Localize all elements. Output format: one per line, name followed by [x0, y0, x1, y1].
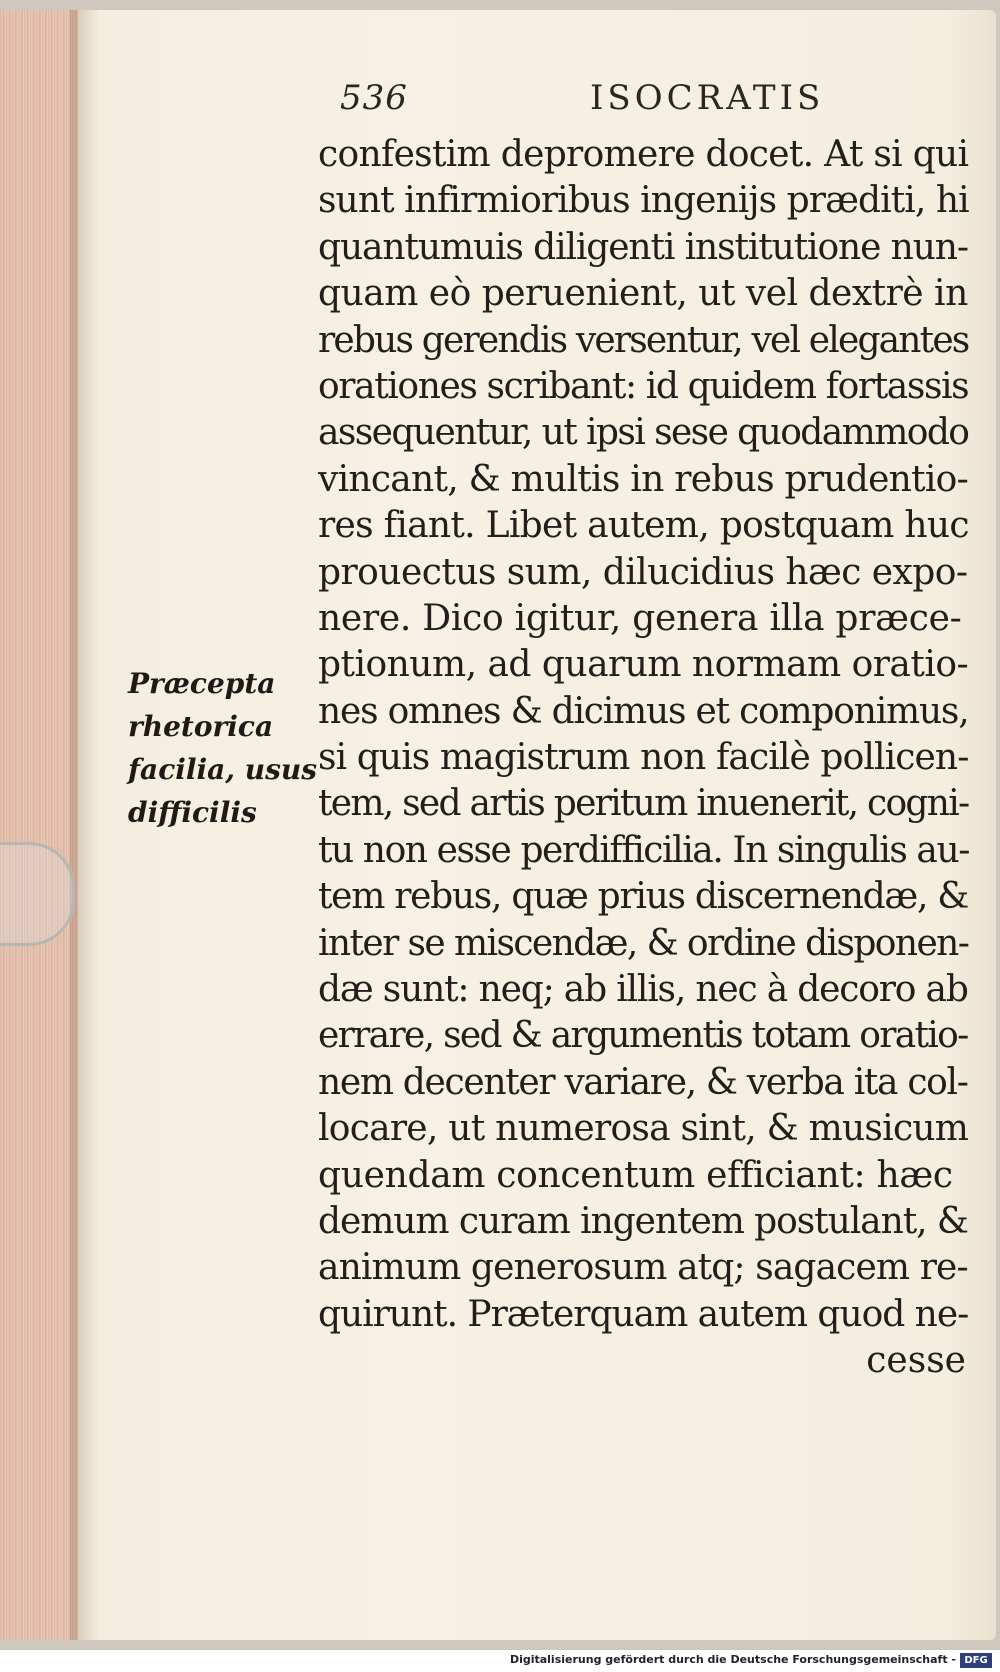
text-line: nere. Dico igitur, genera illa præce- — [318, 597, 962, 639]
funding-credit: Digitalisierung gefördert durch die Deutsche Forschungsgemeinschaft - — [509, 1653, 956, 1666]
text-line: tem, sed artis peritum inuenerit, cogni- — [318, 783, 969, 825]
running-head — [340, 78, 960, 124]
marginal-line: rhetorica — [128, 710, 274, 743]
text-line: sunt infirmioribus ingenijs præditi, hi — [318, 180, 969, 222]
text-line: inter se miscendæ, & ordine disponen- — [318, 922, 969, 964]
text-line: si quis magistrum non facilè pollicen- — [318, 737, 969, 779]
dfg-logo: DFG — [960, 1653, 992, 1668]
spine-shadow — [70, 10, 100, 1640]
text-line: quendam concentum efficiant: hæc — [318, 1154, 953, 1196]
text-line: quam eò peruenient, ut vel dextrè in — [318, 273, 968, 315]
page-edge — [0, 10, 78, 1640]
text-line: prouectus sum, dilucidius hæc expo- — [318, 551, 968, 593]
text-line: vincant, & multis in rebus prudentio- — [318, 458, 969, 500]
text-line: animum generosum atq; sagacem re- — [318, 1247, 968, 1289]
text-line: nes omnes & dicimus et componimus, — [318, 690, 969, 732]
text-line: assequentur, ut ipsi sese quodammodo — [318, 412, 969, 454]
text-line: rebus gerendis versentur, vel elegantes — [318, 319, 969, 361]
marginal-line: difficilis — [128, 796, 257, 829]
text-line: orationes scribant: id quidem fortassis — [318, 365, 969, 407]
text-line: quirunt. Præterquam autem quod ne- — [318, 1293, 969, 1335]
text-line: locare, ut numerosa sint, & musicum — [318, 1108, 969, 1150]
running-title: ISOCRATIS — [590, 78, 825, 118]
text-line: dæ sunt: neq; ab illis, nec à decoro ab — [318, 969, 968, 1011]
marginal-line: facilia, usus — [128, 753, 318, 786]
marginal-line: Præcepta — [128, 667, 276, 700]
page-number: 536 — [340, 78, 408, 118]
text-line: tu non esse perdifficilia. In singulis au- — [318, 829, 969, 871]
main-text-block — [318, 132, 978, 1385]
digitization-footer — [0, 1650, 1000, 1672]
text-line: tem rebus, quæ prius discernendæ, & — [318, 876, 969, 918]
catchword: cesse — [866, 1340, 966, 1382]
text-line: errare, sed & argumentis totam oratio- — [318, 1015, 968, 1057]
text-line: ptionum, ad quarum normam oratio- — [318, 644, 969, 686]
text-line: nem decenter variare, & verba ita col- — [318, 1061, 968, 1103]
text-line: res fiant. Libet autem, postquam huc — [318, 505, 969, 547]
marginal-note — [128, 662, 318, 834]
text-line: quantumuis diligenti institutione nun- — [318, 226, 968, 268]
text-line: confestim depromere docet. At si qui — [318, 134, 969, 175]
text-line: demum curam ingentem postulant, & — [318, 1200, 968, 1242]
